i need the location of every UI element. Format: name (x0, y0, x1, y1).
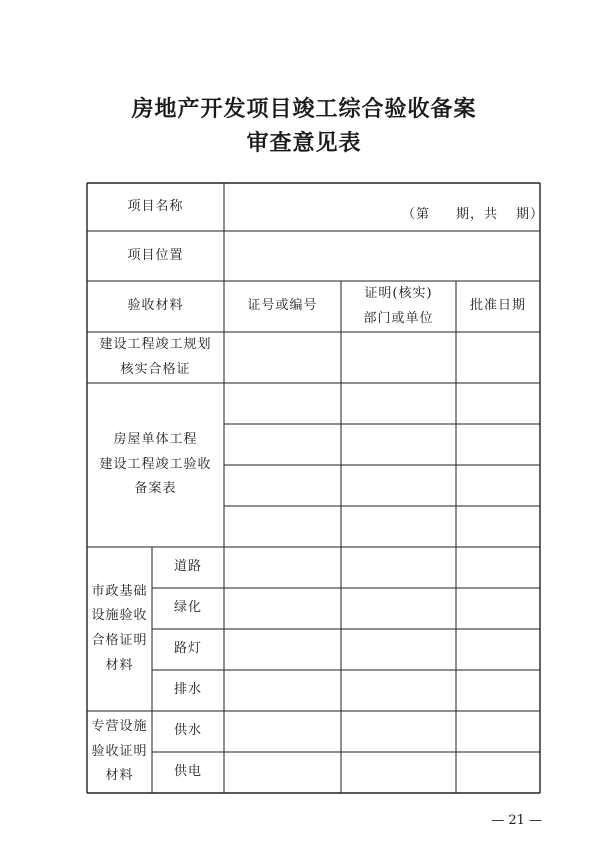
period-open: （第 (402, 207, 431, 222)
page-number: — 21 — (491, 813, 542, 828)
utility-facilities-line2: 验收证明 (91, 743, 148, 759)
planning-certificate-line2: 核实合格证 (120, 361, 191, 377)
municipal-facilities-line4: 材料 (105, 657, 134, 673)
utility-item-water: 供水 (173, 723, 202, 739)
period-close: 期） (516, 207, 545, 222)
project-name-label: 项目名称 (127, 198, 184, 214)
municipal-facilities-line3: 合格证明 (91, 633, 148, 648)
issuing-dept-header-line2: 部门或单位 (363, 310, 434, 326)
municipal-facilities-line1: 市政基础 (91, 583, 148, 599)
housing-acceptance-line2: 建设工程竣工验收 (99, 456, 212, 472)
municipal-item-road: 道路 (173, 559, 202, 575)
municipal-item-streetlight: 路灯 (173, 641, 202, 657)
cert-number-header: 证号或编号 (247, 298, 318, 314)
issuing-dept-header (341, 281, 456, 332)
municipal-item-drainage: 排水 (173, 682, 202, 698)
period-mid: 期，共 (456, 207, 499, 222)
planning-certificate-label (87, 332, 224, 383)
municipal-facilities-label (87, 547, 152, 711)
utility-facilities-label (87, 711, 152, 793)
housing-acceptance-line3: 备案表 (134, 481, 177, 497)
planning-certificate-line1: 建设工程竣工规划 (99, 336, 212, 352)
housing-acceptance-line1: 房屋单体工程 (113, 431, 198, 447)
municipal-facilities-line2: 设施验收 (91, 608, 148, 624)
materials-header: 验收材料 (127, 298, 184, 314)
utility-facilities-line1: 专营设施 (91, 718, 148, 734)
project-location-label: 项目位置 (127, 247, 184, 263)
project-period-text (402, 203, 544, 222)
document-title-line2: 审查意见表 (246, 130, 362, 156)
utility-item-power: 供电 (173, 764, 202, 780)
utility-facilities-line3: 材料 (105, 768, 134, 784)
document-title-line1: 房地产开发项目竣工综合验收备案 (131, 96, 477, 122)
issuing-dept-header-line1: 证明(核实) (364, 285, 433, 301)
approval-date-header: 批准日期 (469, 298, 526, 314)
municipal-item-greening: 绿化 (173, 600, 202, 616)
housing-acceptance-label (87, 383, 224, 547)
